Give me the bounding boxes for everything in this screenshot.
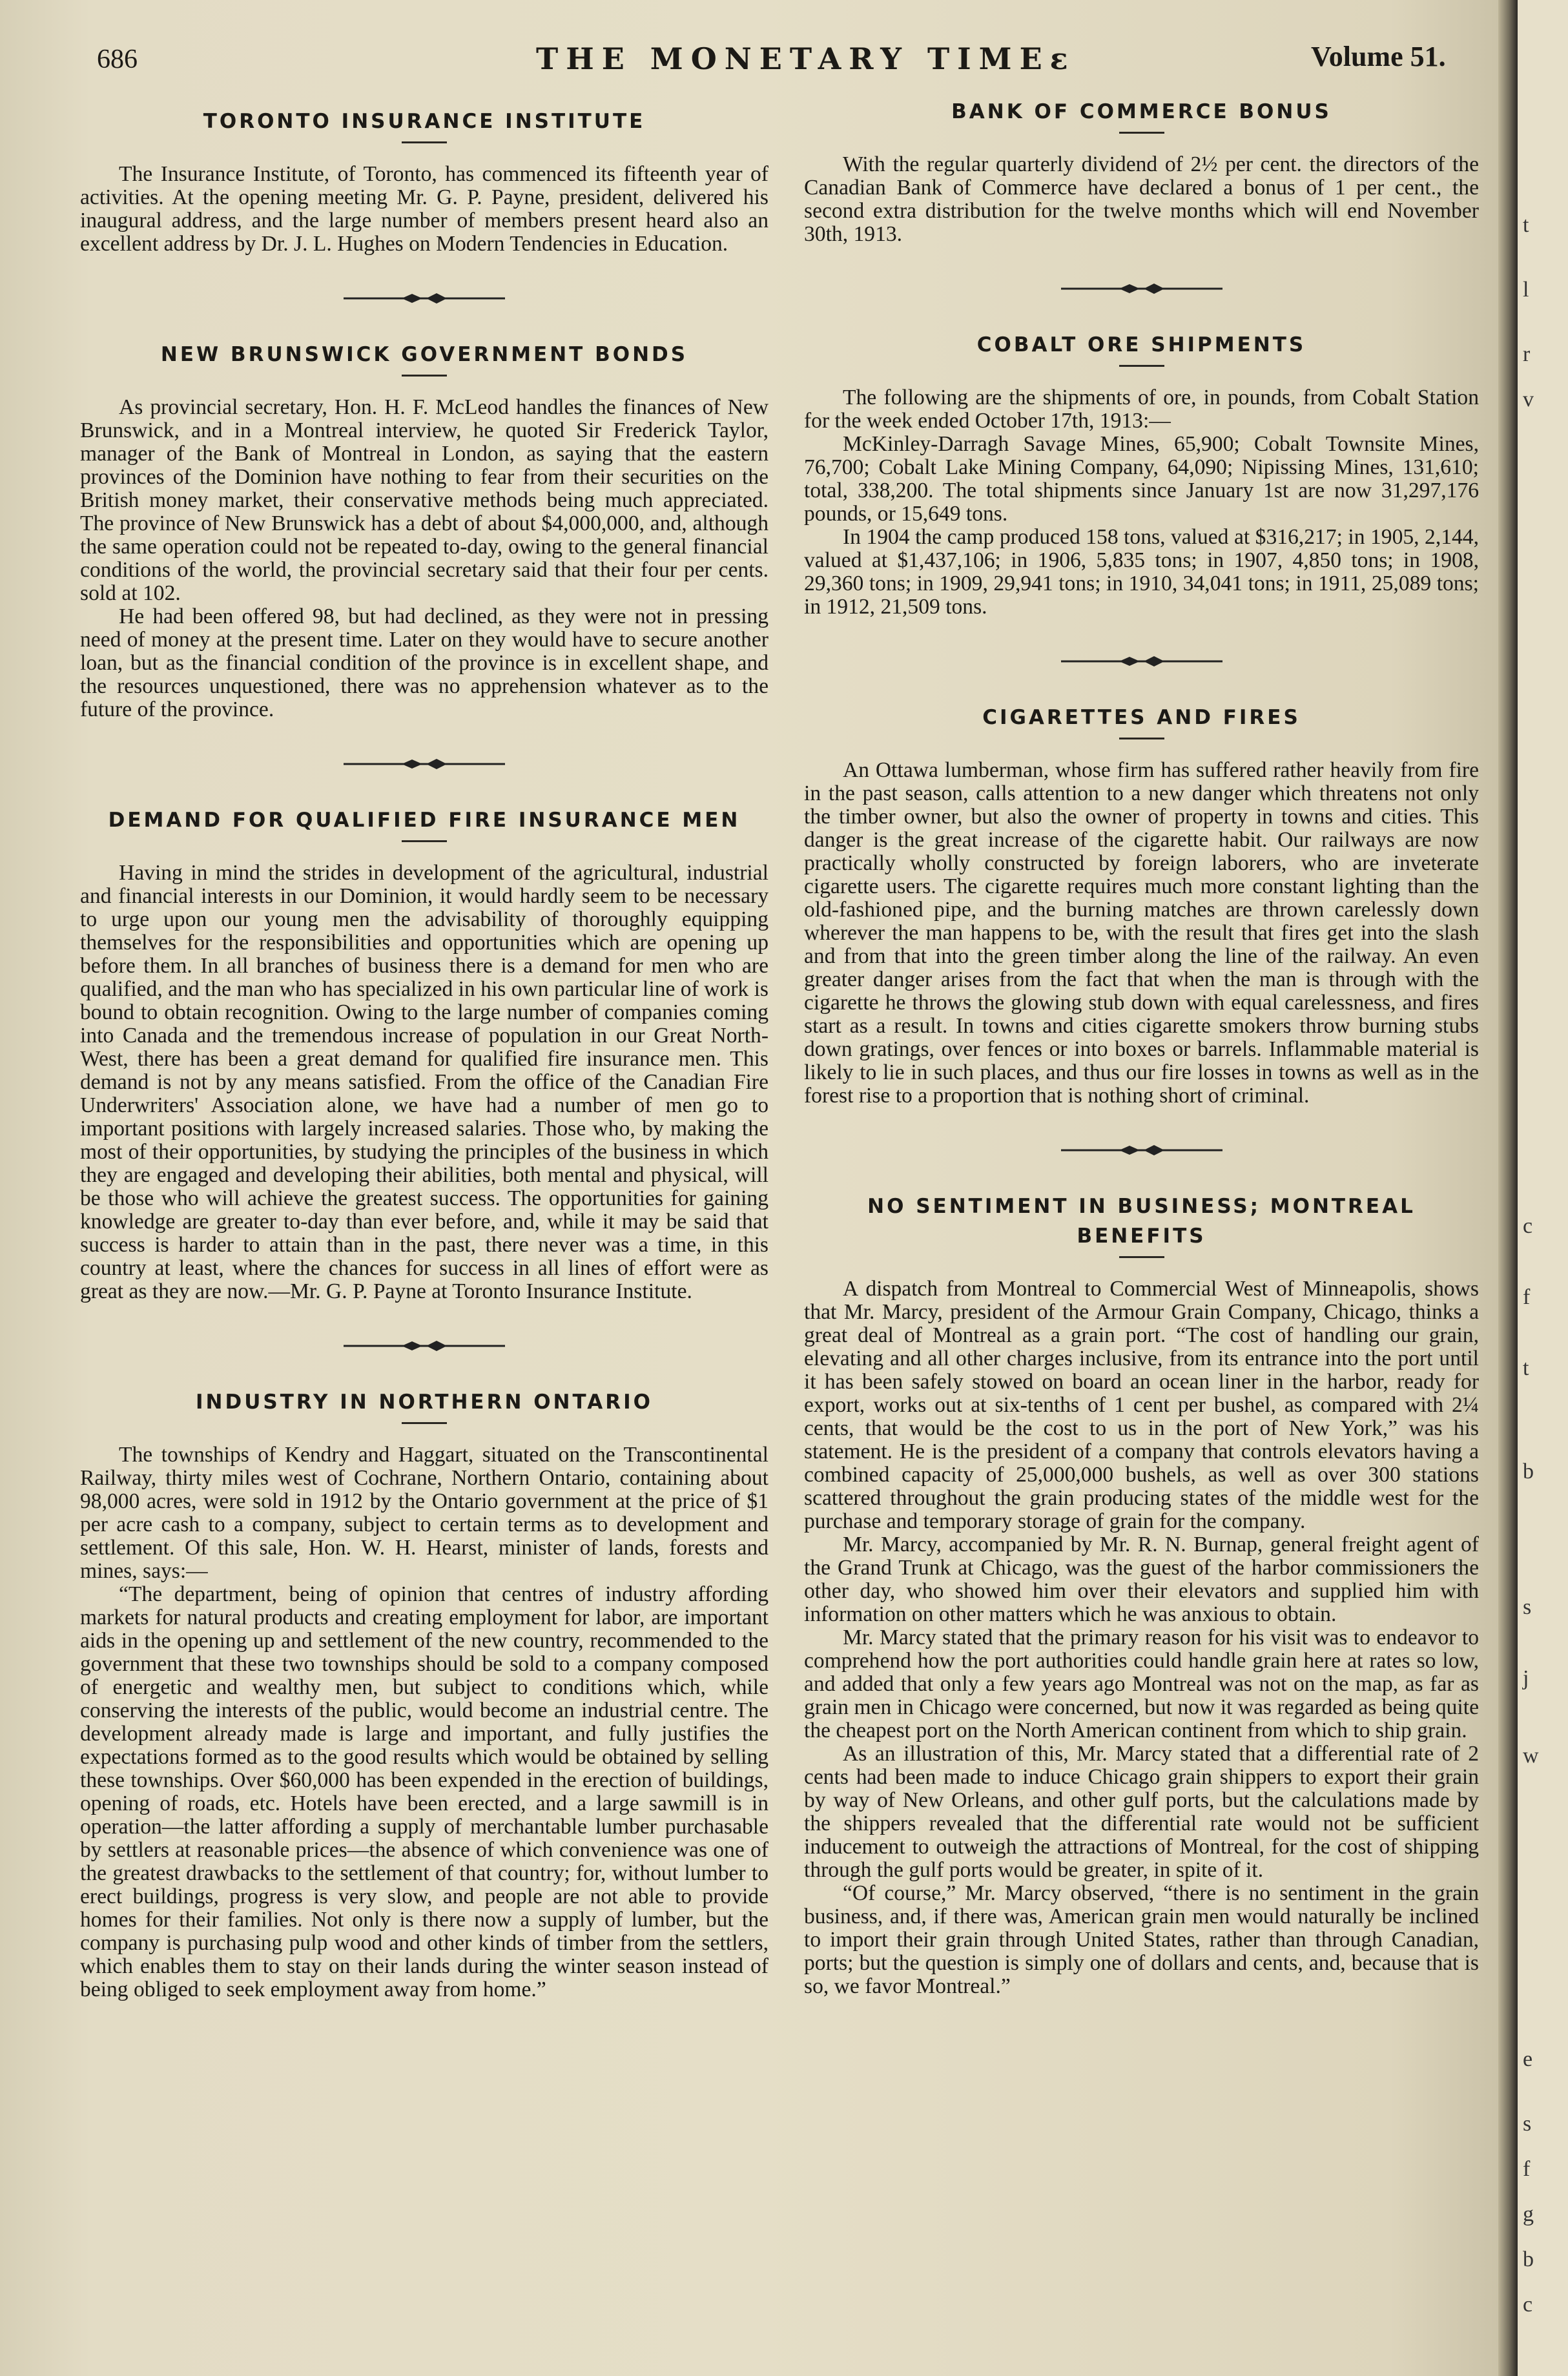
adjacent-fragment: c — [1523, 2293, 1533, 2317]
article-paragraph: Having in mind the strides in development of the agricultural, industrial and financial interests in our Dominion, it would hardly seem to be necessary to urge upon our young men the advisability of thoroughly equipping themselves for the responsibilities and opportunities which are opening up before them. In all branches of business there is a demand for men who are qualified, and the man who has specialized in his own particular line of work is bound to obtain recognition. Owing to the large number of companies coming into Canada and the tremendous increase of population in our Great North-West, there has been a great demand for qualified fire insurance men. This demand is not by any means satisfied. From the office of the Canadian Fire Underwriters' Association alone, we have had a number of men go to important positions with largely increased salaries. Those who, by making the most of their opportunities, by studying the principles of the business in which they are engaged and developing their abilities, both mental and physical, will be those who will achieve the greatest success. The opportunities for gaining knowledge are greater to-day than ever before, and, while it may be said that success is harder to attain than in the past, there never was a time, in this country at least, where the chances for success in all lines of effort were as great as they are now.—Mr. G. P. Payne at Toronto Insurance Institute. — [80, 861, 769, 1303]
article-paragraph: In 1904 the camp produced 158 tons, valued at $316,217; in 1905, 2,144, valued at $1,437,106; in 1906, 5,835 tons; in 1907, 4,850 tons; in 1908, 29,360 tons; in 1909, 29,941 tons; in 1910, 34,041 tons; in 1911, 25,089 tons; in 1912, 21,509 tons. — [804, 525, 1479, 619]
article-title: NEW BRUNSWICK GOVERNMENT BONDS — [160, 343, 688, 366]
adjacent-fragment: s — [1523, 2112, 1532, 2136]
adjacent-fragment: b — [1523, 1460, 1534, 1483]
article-paragraph: With the regular quarterly dividend of 2½ per cent. the directors of the Canadian Bank of Commerce have declared a bonus of 1 per cent., the second extra distribution for the twelve months which will end November 30th, 1913. — [804, 152, 1479, 246]
adjacent-fragment: t — [1523, 1356, 1529, 1380]
article-paragraph: The Insurance Institute, of Toronto, has commenced its fifteenth year of activities. At the opening meeting Mr. G. P. Payne, president, delivered his inaugural address, and the large number of members present heard also an excellent address by Dr. J. L. Hughes on Modern Tendencies in Education. — [80, 162, 769, 256]
title-rule — [402, 375, 447, 377]
adjacent-fragment: s — [1523, 1595, 1532, 1619]
article-cobalt-ore — [804, 330, 1479, 619]
right-column — [804, 97, 1479, 1998]
title-rule — [1119, 1256, 1164, 1258]
adjacent-fragment: r — [1523, 342, 1531, 366]
article-title: TORONTO INSURANCE INSTITUTE — [203, 110, 646, 133]
article-title: NO SENTIMENT IN BUSINESS; MONTREAL BENEFITS — [867, 1195, 1416, 1248]
book-gutter — [1498, 0, 1518, 2376]
title-rule — [1119, 365, 1164, 367]
section-ornament — [804, 271, 1479, 307]
title-rule — [1119, 132, 1164, 134]
title-rule — [402, 1422, 447, 1424]
title-rule — [402, 840, 447, 842]
article-paragraph: As provincial secretary, Hon. H. F. McLeod handles the finances of New Brunswick, and in a Montreal interview, he quoted Sir Frederick Taylor, manager of the Bank of Montreal in London, as saying that the eastern provinces of the Dominion have nothing to fear from their securities on the British money market, their conservative methods being much appreciated. The province of New Brunswick has a debt of about $4,000,000, and, although the same operation could not be repeated to-day, owing to the general financial conditions of the world, the provincial secretary said that their four per cents. sold at 102. — [80, 395, 769, 605]
article-paragraph: An Ottawa lumberman, whose firm has suffered rather heavily from fire in the past season, calls attention to a new danger which threatens not only the timber owner, but also the owner of property in towns and cities. This danger is the great increase of the cigarette habit. Our railways are now practically wholly constructed by foreign laborers, who are inveterate cigarette users. The cigarette requires much more constant lighting than the old-fashioned pipe, and the burning matches are thrown carelessly down wherever the man happens to be, with the result that fires get into the slash and from that into the green timber along the line of the railway. An even greater danger arises from the fact that when the man is through with the cigarette he throws the glowing stub down with equal carelessness, and fires start as a result. In towns and cities cigarette smokers throw burning stubs down gratings, over fences or into boxes or barrels. Inflammable material is likely to lie in such places, and thus our fire losses in towns as well as in the forest rise to a proportion that is nothing short of criminal. — [804, 758, 1479, 1108]
article-paragraph: “The department, being of opinion that centres of industry affording markets for natural products and creating employment for labor, are important aids in the opening up and settlement of the new country, recommended to the government that these two townships should be sold to a company composed of energetic and wealthy men, but subject to conditions which, while conserving the interests of the public, would become an industrial centre. The development already made is large and important, and fully justifies the expectations formed as to the good results which would be obtained by selling these townships. Over $60,000 has been expended in the erection of buildings, opening of roads, etc. Hotels have been erected, and a large sawmill is in operation—the latter affording a supply of merchantable lumber purchasable by settlers at reasonable prices—the absence of which convenience was one of the greatest drawbacks to the settlement of that country; for, without lumber to erect buildings, progress is very slow, and people are not able to provide homes for their families. Not only is there now a supply of lumber, but the company is purchasing pulp wood and other kinds of timber from the settlers, which enables them to stay on their lands during the winter season instead of being obliged to seek employment away from home.” — [80, 1582, 769, 2001]
article-cigarettes-fires — [804, 703, 1479, 1108]
article-toronto-insurance-institute — [80, 107, 769, 256]
article-title: BANK OF COMMERCE BONUS — [951, 100, 1332, 123]
article-paragraph: Mr. Marcy stated that the primary reason for his visit was to endeavor to comprehend how the port authorities could handle grain here at rates so low, and added that only a few years ago Montreal was not on the map, as far as grain men in Chicago were concerned, but now it was regarded as being quite the cheapest port on the North American continent from which to ship grain. — [804, 1626, 1479, 1742]
section-ornament — [80, 280, 769, 316]
adjacent-fragment: b — [1523, 2247, 1534, 2271]
masthead: THE MONETARY TIMEɛ — [536, 41, 1076, 76]
adjacent-fragment: w — [1523, 1744, 1539, 1768]
article-paragraph: “Of course,” Mr. Marcy observed, “there is no sentiment in the grain business, and, if there was, American grain men would naturally be inclined to import their grain through United States, rather than through Canadian, ports; but the question is simply one of dollars and cents, and, because that is so, we favor Montreal.” — [804, 1881, 1479, 1998]
article-fire-insurance-men — [80, 805, 769, 1303]
article-paragraph: The following are the shipments of ore, in pounds, from Cobalt Station for the week ended October 17th, 1913:— — [804, 386, 1479, 433]
title-rule — [402, 141, 447, 143]
left-column — [80, 97, 769, 2001]
page-number: 686 — [97, 45, 138, 74]
article-title: DEMAND FOR QUALIFIED FIRE INSURANCE MEN — [108, 809, 741, 832]
adjacent-fragment: e — [1523, 2047, 1533, 2071]
volume-label: Volume 51. — [1311, 41, 1446, 72]
article-title: CIGARETTES AND FIRES — [982, 706, 1301, 729]
adjacent-fragment: f — [1523, 2157, 1531, 2181]
article-paragraph: Mr. Marcy, accompanied by Mr. R. N. Burnap, general freight agent of the Grand Trunk at Chicago, was the guest of the harbor commissioners the other day, who showed him over their elevators and supplied him with information on other matters which he was anxious to obtain. — [804, 1533, 1479, 1626]
section-ornament — [80, 1328, 769, 1364]
article-paragraph: The townships of Kendry and Haggart, situated on the Transcontinental Railway, thirty miles west of Cochrane, Northern Ontario, containing about 98,000 acres, were sold in 1912 by the Ontario government at the price of $1 per acre cash to a company, subject to certain terms as to development and settlement. Of this sale, Hon. W. H. Hearst, minister of lands, forests and mines, says:— — [80, 1443, 769, 1583]
article-title: COBALT ORE SHIPMENTS — [976, 333, 1306, 356]
adjacent-fragment: v — [1523, 387, 1534, 411]
article-montreal-benefits — [804, 1192, 1479, 1998]
article-northern-ontario — [80, 1387, 769, 2001]
article-paragraph: As an illustration of this, Mr. Marcy stated that a differential rate of 2 cents had been made to induce Chicago grain shippers to export their grain by way of New Orleans, and other gulf ports, but the calculations made by the shippers revealed that the differential rate would not be sufficient inducement to outweigh the attractions of Montreal, for the cost of shipping through the gulf ports would be greater, in spite of it. — [804, 1742, 1479, 1882]
adjacent-fragment: g — [1523, 2202, 1534, 2226]
article-bank-of-commerce — [804, 97, 1479, 246]
adjacent-fragment: c — [1523, 1214, 1533, 1238]
adjacent-fragment: f — [1523, 1285, 1531, 1309]
article-paragraph: A dispatch from Montreal to Commercial West of Minneapolis, shows that Mr. Marcy, president of the Armour Grain Company, Chicago, thinks a great deal of Montreal as a grain port. “The cost of handling our grain, elevating and all other charges inclusive, from its entrance into the port until it has been safely stowed on board an ocean liner in the harbor, ready for export, works out at six-tenths of 1 cent per bushel, as compared with 2¼ cents, that would be the cost to us in the port of New York,” was his statement. He is the president of a company that controls elevators having a combined capacity of 25,000,000 bushels, as well as over 300 stations scattered throughout the grain producing states of the middle west for the purchase and temporary storage of grain for the company. — [804, 1277, 1479, 1533]
article-paragraph: He had been offered 98, but had declined, as they were not in pressing need of money at the present time. Later on they would have to secure another loan, but as the financial condition of the province is in excellent shape, and the resources unquestioned, there was no apprehension whatever as to the future of the province. — [80, 604, 769, 721]
adjacent-fragment: j — [1523, 1666, 1529, 1690]
article-title: INDUSTRY IN NORTHERN ONTARIO — [196, 1390, 653, 1414]
adjacent-page-edge — [1518, 0, 1568, 2376]
article-paragraph: McKinley-Darragh Savage Mines, 65,900; Cobalt Townsite Mines, 76,700; Cobalt Lake Mining Company, 64,090; Nipissing Mines, 131,610; total, 338,200. The total shipments since January 1st are now 31,297,176 pounds, or 15,649 tons. — [804, 432, 1479, 526]
section-ornament — [804, 1132, 1479, 1168]
adjacent-fragment: l — [1523, 278, 1529, 302]
section-ornament — [80, 746, 769, 782]
adjacent-fragment: t — [1523, 213, 1529, 237]
title-rule — [1119, 738, 1164, 739]
page-header — [97, 40, 1485, 79]
section-ornament — [804, 643, 1479, 679]
article-new-brunswick-bonds — [80, 340, 769, 721]
